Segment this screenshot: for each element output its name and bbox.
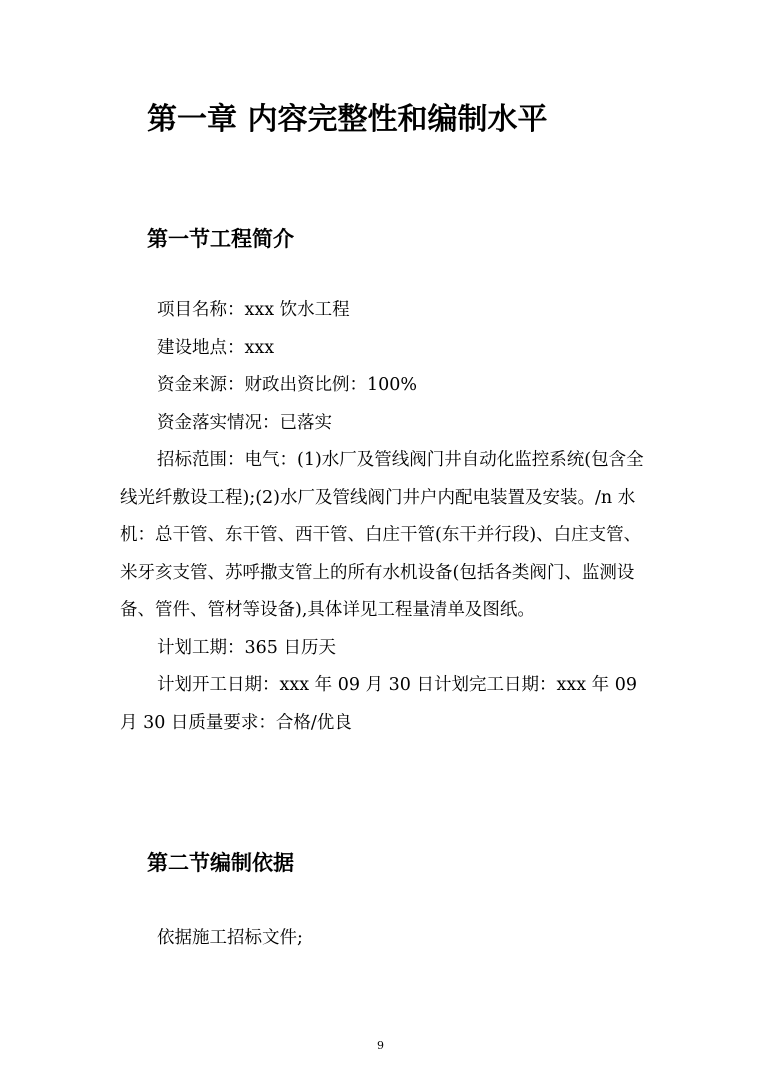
funding-status-paragraph: 资金落实情况：已落实 <box>157 412 332 433</box>
tender-scope-paragraph: 招标范围：电气：(1)水厂及管线阀门井自动化监控系统(包含全线光纤敷设工程);(2)水厂及管线阀门井户内配电装置及安装。/n 水机：总干管、东干管、西干管、白庄干管(东干并行段)、白庄支管、米牙亥支管、苏呼撒支管上的所有水机设备(包括各类阀门、监测设备、管件、管材等设备),具体详见工程量清单及图纸。 <box>120 450 644 620</box>
section-title-compilation-basis: 第二节编制依据 <box>147 851 294 875</box>
section-title-project-overview: 第一节工程简介 <box>147 227 294 251</box>
chapter-title: 第一章 内容完整性和编制水平 <box>147 102 548 137</box>
funding-source-paragraph: 资金来源：财政出资比例：100% <box>157 375 418 395</box>
schedule-quality-paragraph: 计划开工日期：xxx 年 09 月 30 日计划完工日期：xxx 年 09 月 30 日质量要求：合格/优良 <box>120 675 637 733</box>
basis-paragraph: 依据施工招标文件; <box>157 928 303 948</box>
planned-duration-paragraph: 计划工期：365 日历天 <box>157 637 336 658</box>
project-name-paragraph: 项目名称：xxx 饮水工程 <box>157 300 350 320</box>
construction-site-paragraph: 建设地点：xxx <box>157 337 275 358</box>
page-number: 9 <box>377 1039 384 1052</box>
project-overview-body <box>120 292 648 742</box>
